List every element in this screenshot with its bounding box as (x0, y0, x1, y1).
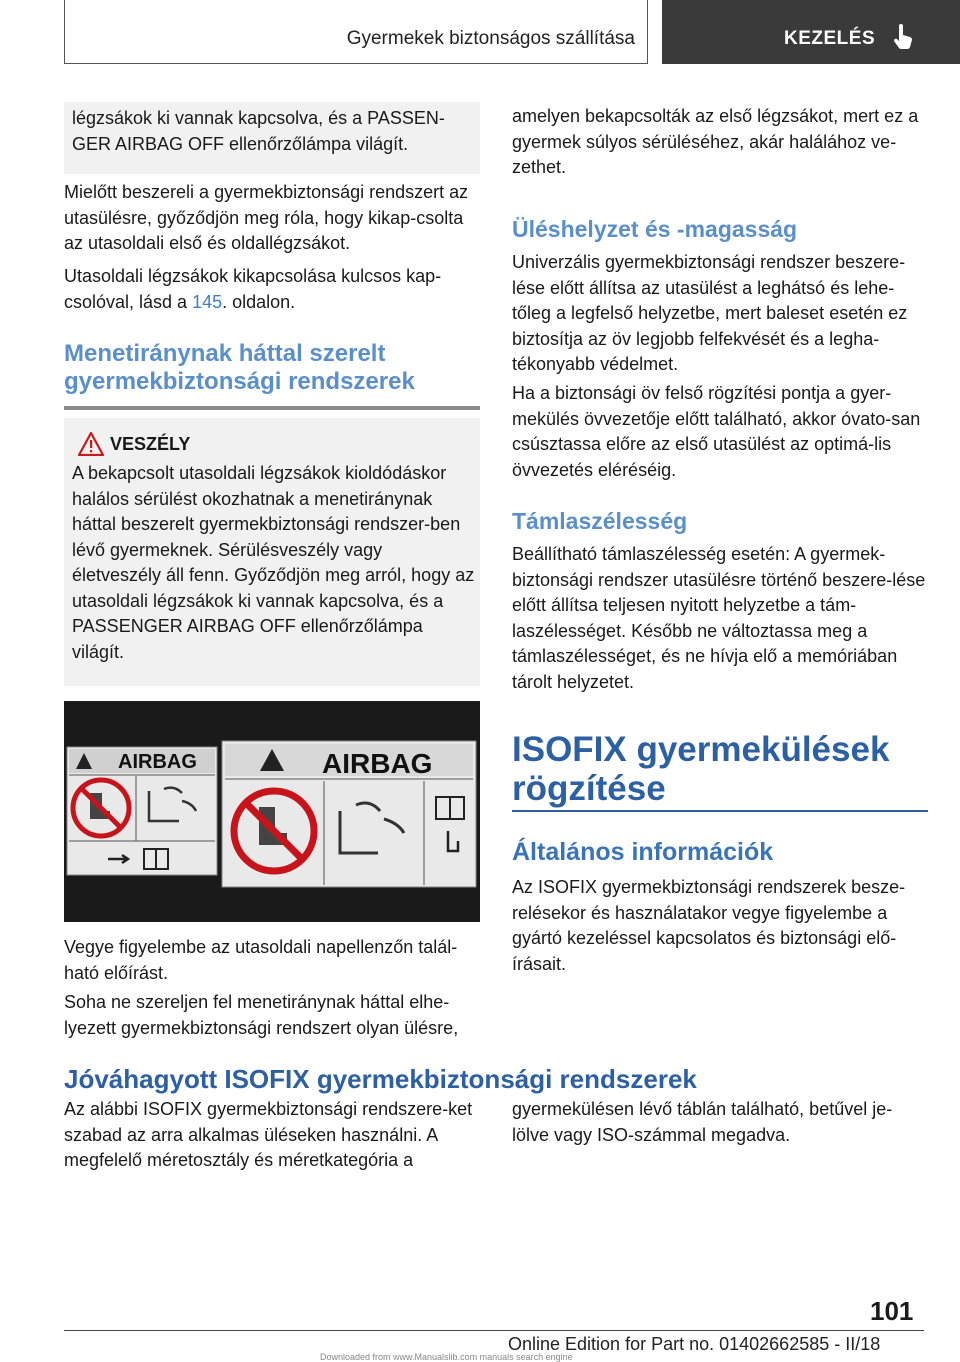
pointing-hand-icon (892, 24, 914, 50)
paragraph: amelyen bekapcsolták az első légzsákot, mert ez a gyermek súlyos sérüléséhez, akár halálához ve-zethet. (512, 106, 919, 177)
paragraph: Az ISOFIX gyermekbiztonsági rendszerek besze-relésekor és használatakor vegye figyelembe a gyártó kezeléssel kapcsolatos és biztonsági elő-írásait. (512, 877, 906, 974)
paragraph: Beállítható támlaszélesség esetén: A gyermek-biztonsági rendszer utasülésre történő beszere-lése előtt állítsa teljesen nyitott helyzetbe a tám-laszélességet. Később ne változtassa meg a támlaszélességet, és ne hívja elő a memóriában tárolt helyzetet. (512, 544, 926, 692)
image-airbag-text: AIRBAG (118, 751, 197, 773)
header-section-box (662, 0, 960, 64)
header-title-box (64, 0, 648, 64)
header-title: Gyermekek biztonságos szállítása (346, 28, 635, 49)
divider (512, 810, 928, 812)
header-section: KEZELÉS (784, 28, 876, 49)
chapter-heading: ISOFIX gyermekülések rögzítése (512, 730, 890, 808)
airbag-label-image (64, 701, 480, 922)
paragraph: Univerzális gyermekbiztonsági rendszer beszere-lése előtt állítsa az utasülést a leghátsó és lehe-tőleg a legfelső helyzetbe, mert baleset esetén ez biztosítja az öv legjobb felfekvését és a legha-tékonyabb védelmet. (512, 252, 908, 374)
footer-watermark: Downloaded from www.Manualslib.com manuals search engine (320, 1352, 573, 1362)
continued-note-box (64, 102, 480, 174)
paragraph: Ha a biztonsági öv felső rögzítési pontja a gyer-mekülés övvezetője előtt található, akkor óvato-san csúsztassa előre az első utasülést az optimá-lis övvezetés eléréséig. (512, 383, 921, 480)
warning-text: A bekapcsolt utasoldali légzsákok kioldódáskor halálos sérülést okozhatnak a menetiránynak háttal beszerelt gyermekbiztonsági rendszer-ben lévő gyermeknek. Sérülésveszély vagy életveszély áll fenn. Győződjön meg arról, hogy az utasoldali légzsákok ki vannak kapcsolva, és a PASSENGER AIRBAG OFF ellenőrzőlámpa világít. (72, 463, 475, 662)
footer-rule (64, 1330, 924, 1331)
paragraph: gyermekülésen lévő táblán található, betűvel je-lölve vagy ISO-számmal megadva. (512, 1099, 893, 1145)
paragraph: Vegye figyelembe az utasoldali napellenzőn talál-ható előírást. (64, 937, 458, 983)
section-heading: Támlaszélesség (512, 508, 688, 534)
footer-edition: Online Edition for Part no. 01402662585 - II/18 (508, 1334, 881, 1354)
paragraph: Soha ne szereljen fel menetiránynak háttal elhe-lyezett gyermekbiztonsági rendszert olyan ülésre, (64, 992, 459, 1038)
page-link-145[interactable]: 145 (192, 291, 223, 312)
page-number: 101 (870, 1296, 914, 1326)
warning-box (64, 418, 480, 686)
divider (64, 406, 480, 410)
section-heading: Általános információk (512, 838, 774, 866)
continued-note-text: légzsákok ki vannak kapcsolva, és a PASSEN-GER AIRBAG OFF ellenőrzőlámpa világít. (72, 108, 445, 154)
section-heading: Menetiránynak háttal szerelt gyermekbiztonsági rendszerek (64, 340, 415, 395)
warning-label: VESZÉLY (110, 434, 191, 454)
paragraph-text: . oldalon. (222, 291, 296, 312)
image-airbag-text: AIRBAG (322, 748, 433, 779)
airbag-labels-drawing (64, 701, 480, 922)
paragraph: Az alábbi ISOFIX gyermekbiztonsági rendszere-ket szabad az arra alkalmas üléseken használni. A megfelelő méretosztály és méretkategória a (64, 1099, 473, 1170)
section-heading: Üléshelyzet és -magasság (512, 216, 798, 242)
section-heading: Jóváhagyott ISOFIX gyermekbiztonsági rendszerek (64, 1064, 697, 1094)
warning-triangle-icon (78, 432, 104, 456)
paragraph (64, 264, 480, 315)
paragraph-text: Utasoldali légzsákok kikapcsolása kulcsos kap-csolóval, lásd a (64, 266, 442, 312)
paragraph: Mielőtt beszereli a gyermekbiztonsági rendszert az utasülésre, győződjön meg róla, hogy kikap-csolta az utasoldali első és oldallégzsákot. (64, 182, 469, 253)
